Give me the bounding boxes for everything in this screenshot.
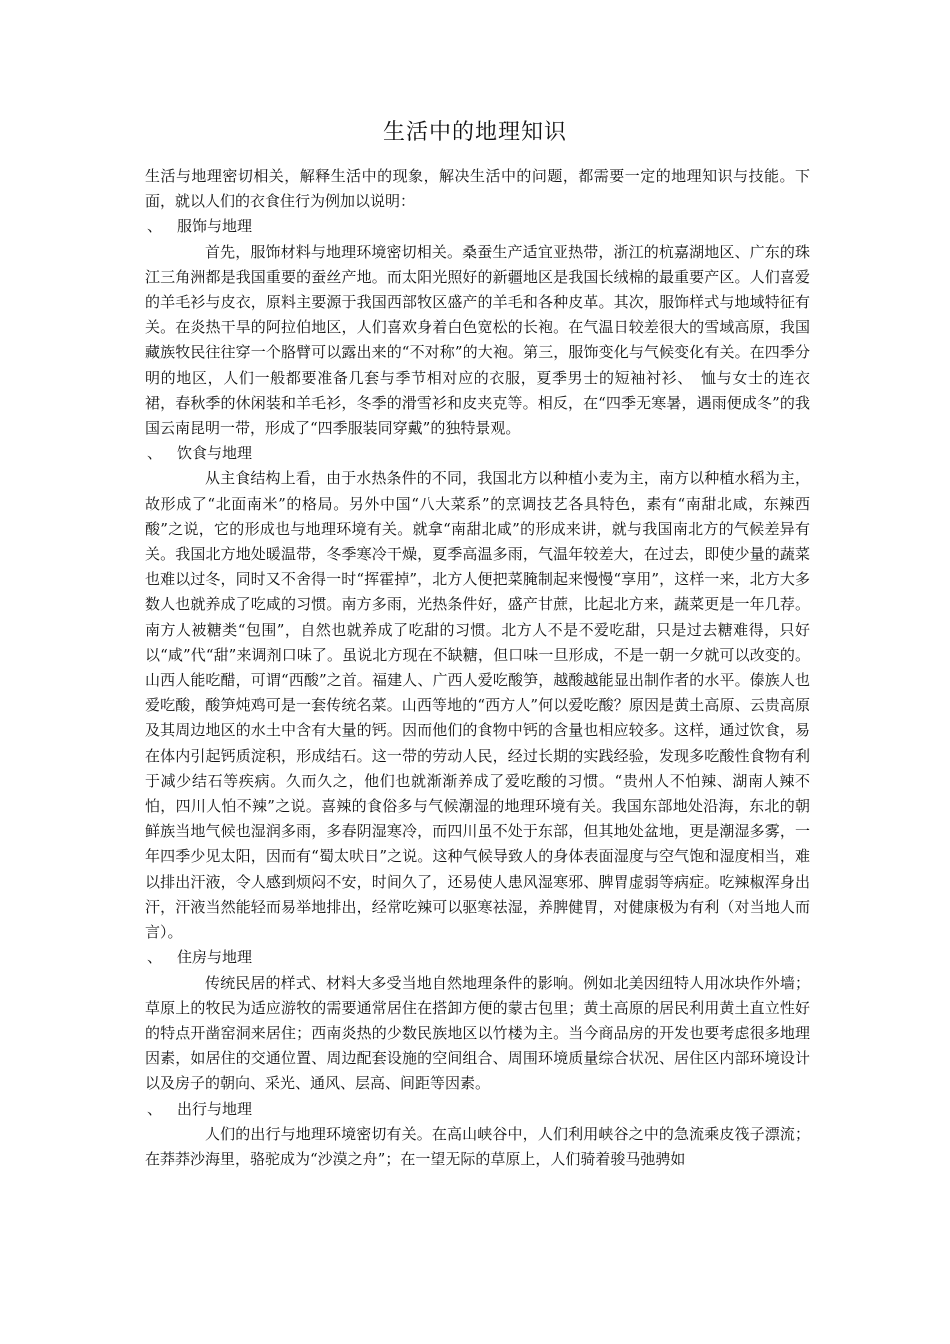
section-heading-text: 饮食与地理 [177, 444, 253, 463]
section-marker: 、 [147, 1099, 163, 1118]
section-marker: 、 [147, 444, 163, 463]
document-body [145, 164, 810, 1172]
section-marker: 、 [147, 948, 163, 967]
section-heading-clothing [145, 214, 810, 239]
section-marker: 、 [147, 217, 163, 236]
section-paragraph-travel: 人们的出行与地理环境密切有关。在高山峡谷中，人们利用峡谷之中的急流乘皮筏子漂流；在莽莽沙海里，骆驼成为“沙漠之舟”；在一望无际的草原上，人们骑着骏马弛骋如 [145, 1124, 810, 1168]
section-heading-food [145, 441, 810, 466]
section-heading-text: 出行与地理 [177, 1099, 253, 1118]
section-paragraph-clothing: 首先，服饰材料与地理环境密切相关。桑蚕生产适宜亚热带，浙江的杭嘉湖地区、广东的珠江三角洲都是我国重要的蚕丝产地。而太阳光照好的新疆地区是我国长绒棉的最重要产区。人们喜爱的羊毛衫与皮衣，原料主要源于我国西部牧区盛产的羊毛和各种皮革。其次，服饰样式与地域特征有关。在炎热干旱的阿拉伯地区，人们喜欢身着白色宽松的长袍。在气温日较差很大的雪域高原，我国藏族牧民往往穿一个胳臂可以露出来的“不对称”的大袍。第三，服饰变化与气候变化有关。在四季分明的地区，人们一般都要准备几套与季节相对应的衣服，夏季男士的短袖衬衫、 恤与女士的连衣裙，春秋季的休闲装和羊毛衫，冬季的滑雪衫和皮夹克等。相反，在“四季无寒暑，遇雨便成冬”的我国云南昆明一带，形成了“四季服装同穿戴”的独特景观。 [145, 242, 810, 438]
section-heading-text: 服饰与地理 [177, 217, 253, 236]
section-paragraph-food: 从主食结构上看，由于水热条件的不同，我国北方以种植小麦为主，南方以种植水稻为主，故形成了“北面南米”的格局。另外中国“八大菜系”的烹调技艺各具特色，素有“南甜北咸，东辣西酸”之说，它的形成也与地理环境有关。就拿“南甜北咸”的形成来讲，就与我国南北方的气候差异有关。我国北方地处暖温带，冬季寒冷干燥，夏季高温多雨，气温年较差大，在过去，即使少量的蔬菜也难以过冬，同时又不舍得一时“挥霍掉”，北方人便把菜腌制起来慢慢“享用”，这样一来，北方大多数人也就养成了吃咸的习惯。南方多雨，光热条件好，盛产甘蔗，比起北方来，蔬菜更是一年几荐。南方人被糖类“包围”，自然也就养成了吃甜的习惯。北方人不是不爱吃甜，只是过去糖难得，只好以“咸”代“甜”来调剂口味了。虽说北方现在不缺糖，但口味一旦形成，不是一朝一夕就可以改变的。山西人能吃醋，可谓“西酸”之首。福建人、广西人爱吃酸笋，越酸越能显出制作者的水平。傣族人也爱吃酸，酸笋炖鸡可是一套传统名菜。山西等地的“西方人”何以爱吃酸？原因是黄土高原、云贵高原及其周边地区的水土中含有大量的钙。因而他们的食物中钙的含量也相应较多。这样，通过饮食，易在体内引起钙质淀积，形成结石。这一带的劳动人民，经过长期的实践经验，发现多吃酸性食物有利于减少结石等疾病。久而久之，他们也就渐渐养成了爱吃酸的习惯。“贵州人不怕辣、湖南人辣不怕，四川人怕不辣”之说。喜辣的食俗多与气候潮湿的地理环境有关。我国东部地处沿海，东北的朝鲜族当地气候也湿润多雨，多春阴湿寒冷，而四川虽不处于东部，但其地处盆地，更是潮湿多雾，一年四季少见太阳，因而有“蜀太吠日”之说。这种气候导致人的身体表面湿度与空气饱和湿度相当，难以排出汗液，令人感到烦闷不安，时间久了，还易使人患风湿寒邪、脾胃虚弱等病症。吃辣椒浑身出汗，汗液当然能轻而易举地排出，经常吃辣可以驱寒祛湿，养脾健胃，对健康极为有利（对当地人而言）。 [145, 469, 810, 942]
section-heading-text: 住房与地理 [177, 948, 253, 967]
intro-paragraph: 生活与地理密切相关，解释生活中的现象，解决生活中的问题，都需要一定的地理知识与技能。下面，就以人们的衣食住行为例加以说明： [145, 167, 810, 211]
section-paragraph-housing: 传统民居的样式、材料大多受当地自然地理条件的影响。例如北美因纽特人用冰块作外墙；草原上的牧民为适应游牧的需要通常居住在搭卸方便的蒙古包里；黄土高原的居民利用黄土直立性好的特点开凿窑洞来居住；西南炎热的少数民族地区以竹楼为主。当今商品房的开发也要考虑很多地理因素，如居住的交通位置、周边配套设施的空间组合、周围环境质量综合状况、居住区内部环境设计以及房子的朝向、采光、通风、层高、间距等因素。 [145, 973, 810, 1093]
section-heading-travel [145, 1097, 810, 1122]
document-title: 生活中的地理知识 [382, 120, 567, 145]
section-heading-housing [145, 945, 810, 970]
